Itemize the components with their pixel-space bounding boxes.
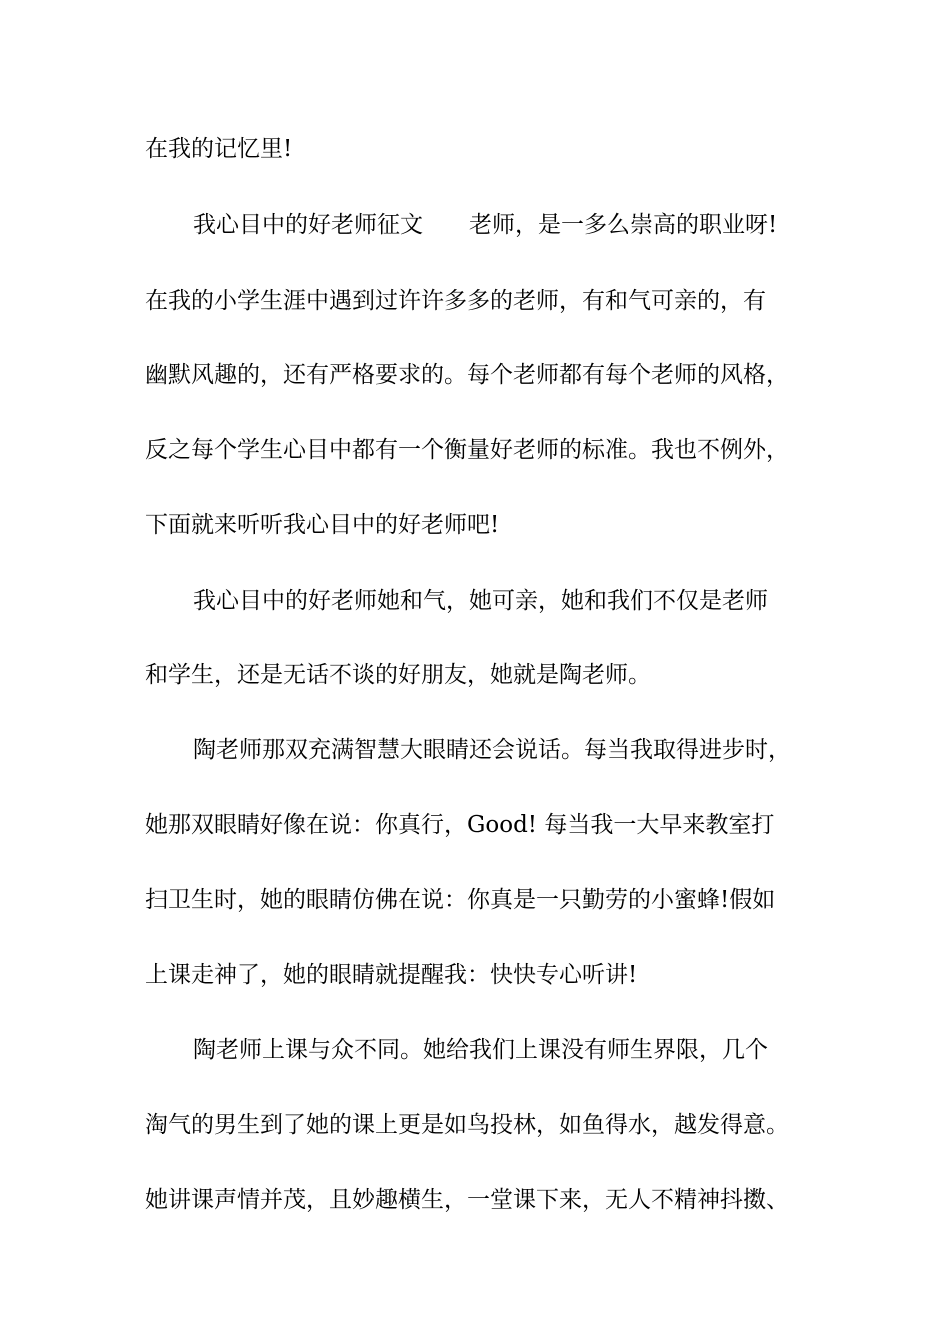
text-line: 扫卫生时，她的眼睛仿佛在说：你真是一只勤劳的小蜜蜂!假如 xyxy=(145,887,776,913)
text-line: 和学生，还是无话不谈的好朋友，她就是陶老师。 xyxy=(145,662,651,688)
paragraph-first-line: 陶老师上课与众不同。她给我们上课没有师生界限，几个 xyxy=(193,1037,768,1063)
text-line: 她那双眼睛好像在说：你真行，Good! 每当我一大早来教室打 xyxy=(145,812,775,838)
paragraph-first-line: 我心目中的好老师征文 老师，是一多么崇高的职业呀! xyxy=(193,212,778,238)
text-line: 淘气的男生到了她的课上更是如鸟投林，如鱼得水，越发得意。 xyxy=(145,1112,789,1138)
paragraph-first-line: 陶老师那双充满智慧大眼睛还会说话。每当我取得进步时， xyxy=(193,737,791,763)
text-line: 在我的小学生涯中遇到过许许多多的老师，有和气可亲的，有 xyxy=(145,288,766,314)
paragraph-first-line: 我心目中的好老师她和气，她可亲，她和我们不仅是老师 xyxy=(193,588,768,614)
text-line: 下面就来听听我心目中的好老师吧! xyxy=(145,512,500,538)
text-line: 在我的记忆里! xyxy=(145,136,293,162)
text-line: 她讲课声情并茂，且妙趣横生，一堂课下来，无人不精神抖擞、 xyxy=(145,1187,789,1213)
text-line: 幽默风趣的，还有严格要求的。每个老师都有每个老师的风格， xyxy=(145,362,789,388)
text-line: 上课走神了，她的眼睛就提醒我：快快专心听讲! xyxy=(145,962,638,988)
text-line: 反之每个学生心目中都有一个衡量好老师的标准。我也不例外， xyxy=(145,437,789,463)
